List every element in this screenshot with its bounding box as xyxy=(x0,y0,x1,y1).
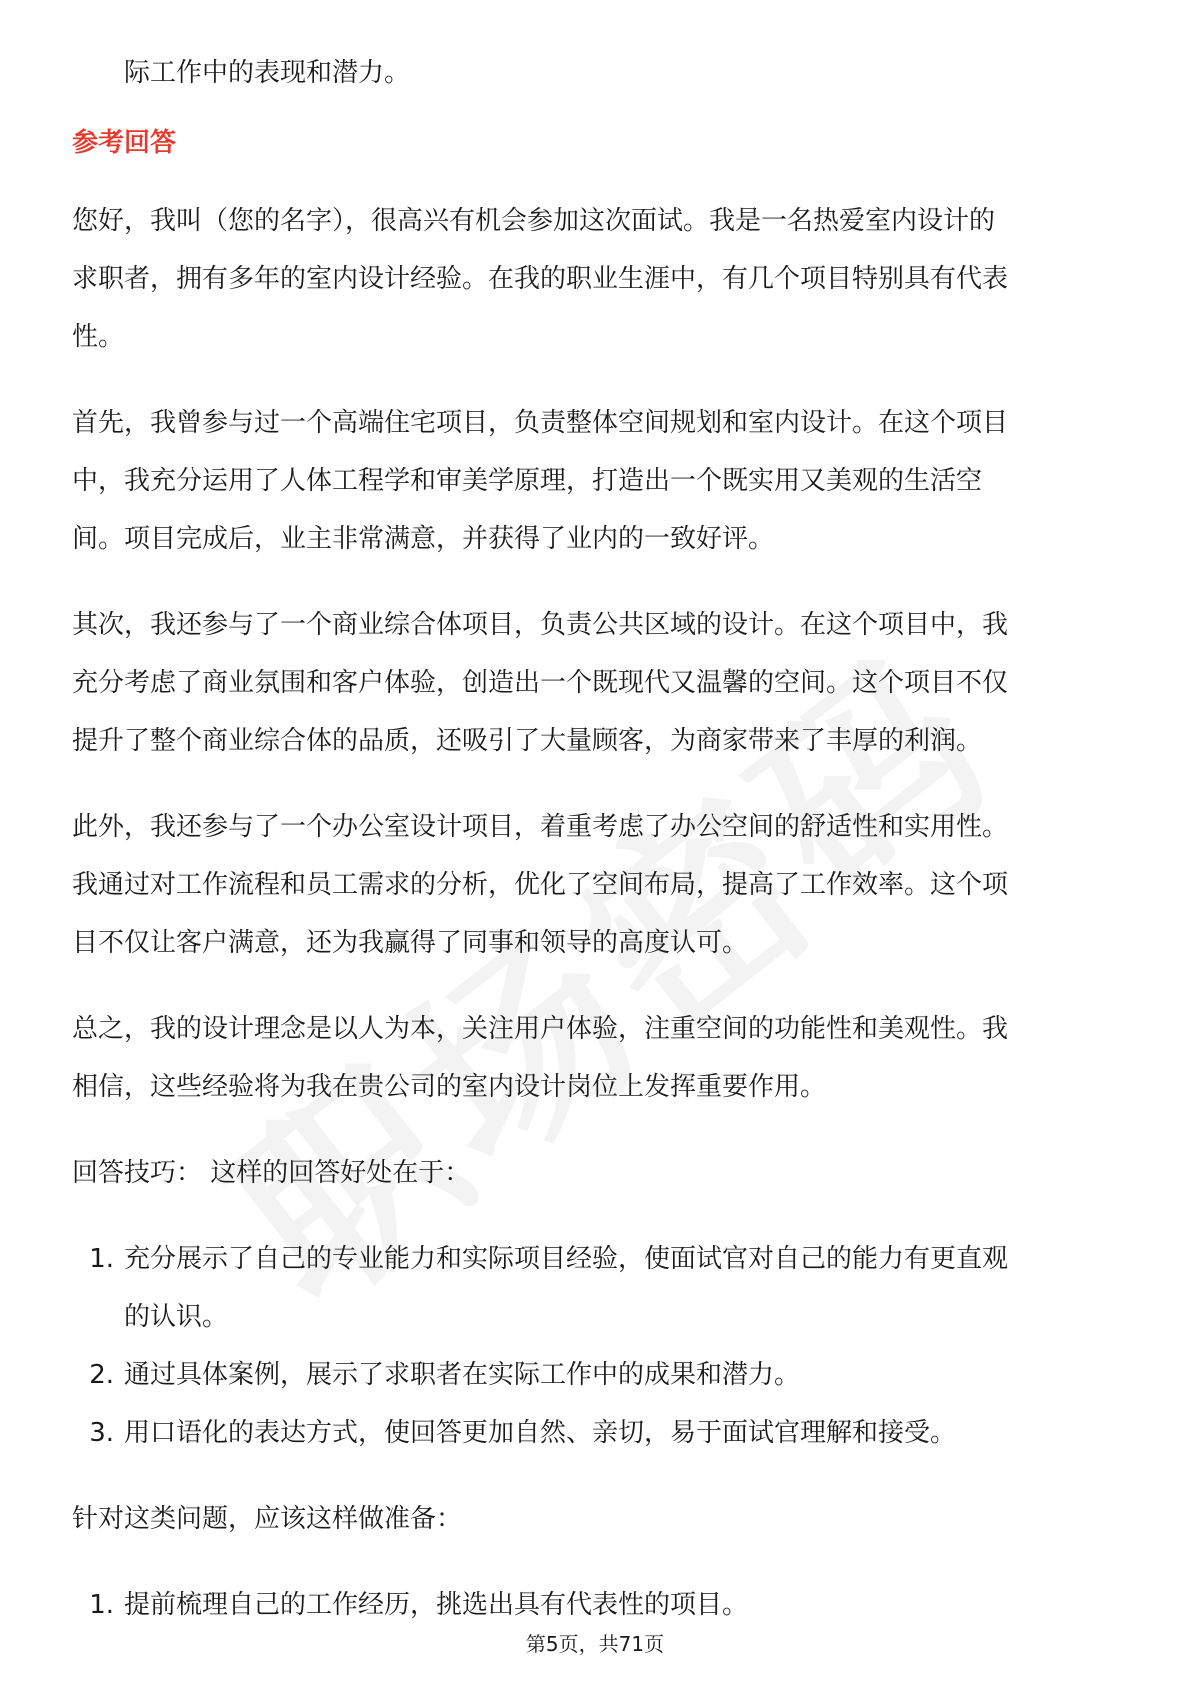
prep-intro-text: 针对这类问题，应该这样做准备： xyxy=(72,1504,463,1534)
paragraph-line: 其次，我还参与了一个商业综合体项目，负责公共区域的设计。在这个项目中，我 xyxy=(72,610,1009,640)
tips-intro xyxy=(72,1144,1118,1202)
paragraph-line: 求职者，拥有多年的室内设计经验。在我的职业生涯中，有几个项目特别具有代表 xyxy=(72,264,1009,294)
list-line: 提前梳理自己的工作经历，挑选出具有代表性的项目。 xyxy=(124,1590,749,1620)
paragraph-line: 相信，这些经验将为我在贵公司的室内设计岗位上发挥重要作用。 xyxy=(72,1072,827,1102)
paragraph-3 xyxy=(72,596,1118,770)
list-item xyxy=(72,1346,1118,1404)
paragraph-line: 中，我充分运用了人体工程学和审美学原理，打造出一个既实用又美观的生活空 xyxy=(72,466,983,496)
paragraph-line: 充分考虑了商业氛围和客户体验，创造出一个既现代又温馨的空间。这个项目不仅 xyxy=(72,668,1009,698)
document-body xyxy=(72,44,1118,1662)
paragraph-5 xyxy=(72,1000,1118,1116)
paragraph-line: 此外，我还参与了一个办公室设计项目，着重考虑了办公空间的舒适性和实用性。 xyxy=(72,812,1009,842)
tips-list xyxy=(72,1230,1118,1462)
prep-list xyxy=(72,1576,1118,1634)
paragraph-line: 性。 xyxy=(72,322,125,352)
paragraph-line: 首先，我曾参与过一个高端住宅项目，负责整体空间规划和室内设计。在这个项目 xyxy=(72,408,1009,438)
list-number: 3. xyxy=(89,1418,114,1448)
section-heading: 参考回答 xyxy=(72,128,177,158)
tips-intro-text: 回答技巧： 这样的回答好处在于： xyxy=(72,1158,471,1188)
list-text xyxy=(124,1346,1118,1404)
paragraph-4 xyxy=(72,798,1118,972)
list-text xyxy=(124,1404,1118,1462)
list-item xyxy=(72,1230,1118,1346)
list-item xyxy=(72,1404,1118,1462)
paragraph-1 xyxy=(72,192,1118,366)
page-number-footer: 第5页，共71页 xyxy=(525,1632,665,1656)
list-line: 通过具体案例，展示了求职者在实际工作中的成果和潜力。 xyxy=(124,1360,801,1390)
paragraph-line: 总之，我的设计理念是以人为本，关注用户体验，注重空间的功能性和美观性。我 xyxy=(72,1014,1009,1044)
list-text xyxy=(124,1576,1118,1634)
paragraph-2 xyxy=(72,394,1118,568)
paragraph-line: 您好，我叫（您的名字），很高兴有机会参加这次面试。我是一名热爱室内设计的 xyxy=(72,206,996,236)
paragraph-line: 目不仅让客户满意，还为我赢得了同事和领导的高度认可。 xyxy=(72,928,749,958)
list-number: 1. xyxy=(89,1590,114,1620)
list-line: 的认识。 xyxy=(124,1302,229,1332)
list-text xyxy=(124,1230,1118,1346)
continuation-line: 际工作中的表现和潜力。 xyxy=(124,58,411,88)
list-item xyxy=(72,1576,1118,1634)
paragraph-line: 间。项目完成后，业主非常满意，并获得了业内的一致好评。 xyxy=(72,524,775,554)
list-line: 充分展示了自己的专业能力和实际项目经验，使面试官对自己的能力有更直观 xyxy=(124,1244,1009,1274)
list-number: 1. xyxy=(89,1244,114,1274)
paragraph-line: 我通过对工作流程和员工需求的分析，优化了空间布局，提高了工作效率。这个项 xyxy=(72,870,1009,900)
list-number: 2. xyxy=(89,1360,114,1390)
list-line: 用口语化的表达方式，使回答更加自然、亲切，易于面试官理解和接受。 xyxy=(124,1418,957,1448)
paragraph-line: 提升了整个商业综合体的品质，还吸引了大量顾客，为商家带来了丰厚的利润。 xyxy=(72,726,983,756)
prep-intro xyxy=(72,1490,1118,1548)
